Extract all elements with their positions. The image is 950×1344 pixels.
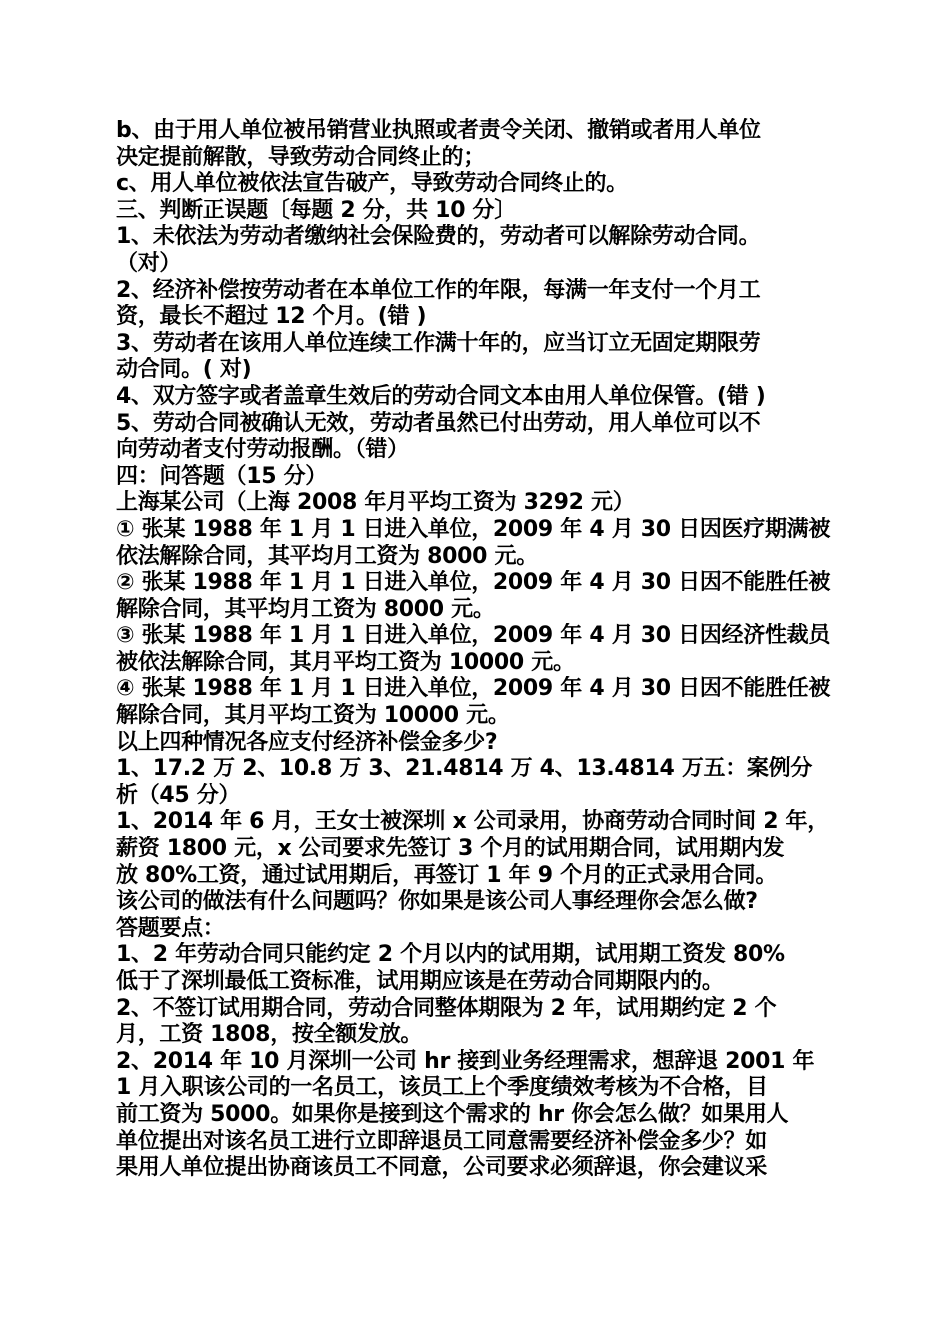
text-line: 该公司的做法有什么问题吗？你如果是该公司人事经理你会怎么做? xyxy=(116,889,758,915)
text-line: 果用人单位提出协商该员工不同意，公司要求必须辞退，你会建议采 xyxy=(116,1155,768,1181)
text-line: 被依法解除合同，其月平均工资为 10000 元。 xyxy=(116,649,575,675)
text-line: b、由于用人单位被吊销营业执照或者责令关闭、撤销或者用人单位 xyxy=(116,118,761,143)
text-line: ③ 张某 1988 年 1 月 1 日进入单位，2009 年 4 月 30 日因经济性裁员 xyxy=(116,623,831,649)
text-line: 1、2 年劳动合同只能约定 2 个月以内的试用期，试用期工资发 80% xyxy=(116,942,785,968)
text-line: ④ 张某 1988 年 1 月 1 日进入单位，2009 年 4 月 30 日因不能胜任被 xyxy=(116,676,831,702)
section-heading: 四：问答题（15 分） xyxy=(116,463,327,489)
text-line: c、用人单位被依法宣告破产，导致劳动合同终止的。 xyxy=(116,171,628,197)
text-line: 放 80%工资，通过试用期后，再签订 1 年 9 个月的正式录用合同。 xyxy=(116,862,778,888)
text-line: ① 张某 1988 年 1 月 1 日进入单位，2009 年 4 月 30 日因医疗期满被 xyxy=(116,516,831,542)
text-line: 低于了深圳最低工资标准，试用期应该是在劳动合同期限内的。 xyxy=(116,969,724,994)
text-line: 2、经济补偿按劳动者在本单位工作的年限，每满一年支付一个月工 xyxy=(116,277,761,303)
text-line: 5、劳动合同被确认无效，劳动者虽然已付出劳动，用人单位可以不 xyxy=(116,410,761,436)
text-line: 决定提前解散，导致劳动合同终止的； xyxy=(116,144,485,170)
text-line: 以上四种情况各应支付经济补偿金多少? xyxy=(116,729,498,755)
section-heading: 三、判断正误题〔每题 2 分，共 10 分〕 xyxy=(116,197,516,223)
text-line: 前工资为 5000。如果你是接到这个需求的 hr 你会怎么做？如果用人 xyxy=(116,1101,789,1127)
text-line: 依法解除合同，其平均月工资为 8000 元。 xyxy=(116,543,538,569)
text-line: 动合同。( 对) xyxy=(116,357,252,383)
text-line: 向劳动者支付劳动报酬。（错） xyxy=(116,437,409,463)
text-line: 1、17.2 万 2、10.8 万 3、21.4814 万 4、13.4814 万五：案例分 xyxy=(116,756,813,782)
text-line: 月，工资 1808，按全额发放。 xyxy=(116,1022,423,1048)
text-line: 1、未依法为劳动者缴纳社会保险费的，劳动者可以解除劳动合同。 xyxy=(116,224,761,250)
text-line: 解除合同，其平均月工资为 8000 元。 xyxy=(116,596,495,622)
text-line: （对） xyxy=(116,250,182,276)
text-line: 答题要点： xyxy=(116,915,225,941)
text-line: 单位提出对该名员工进行立即辞退员工同意需要经济补偿金多少？如 xyxy=(116,1128,768,1154)
text-line: 2、不签订试用期合同，劳动合同整体期限为 2 年，试用期约定 2 个 xyxy=(116,995,777,1021)
text-line: 3、劳动者在该用人单位连续工作满十年的，应当订立无固定期限劳 xyxy=(116,330,761,356)
text-line: 上海某公司（上海 2008 年月平均工资为 3292 元） xyxy=(116,490,635,516)
text-line: 1 月入职该公司的一名员工，该员工上个季度绩效考核为不合格，目 xyxy=(116,1075,768,1101)
document-page xyxy=(116,118,846,1182)
text-line: ② 张某 1988 年 1 月 1 日进入单位，2009 年 4 月 30 日因不能胜任被 xyxy=(116,570,831,596)
text-line: 解除合同，其月平均工资为 10000 元。 xyxy=(116,703,510,729)
text-line: 1、2014 年 6 月，王女士被深圳 x 公司录用，协商劳动合同时间 2 年， xyxy=(116,809,829,835)
text-line: 2、2014 年 10 月深圳一公司 hr 接到业务经理需求，想辞退 2001 年 xyxy=(116,1048,815,1074)
text-line: 薪资 1800 元，x 公司要求先签订 3 个月的试用期合同，试用期内发 xyxy=(116,836,785,862)
text-line: 析（45 分） xyxy=(116,782,241,808)
text-line: 资，最长不超过 12 个月。(错 ) xyxy=(116,304,427,330)
text-line: 4、双方签字或者盖章生效后的劳动合同文本由用人单位保管。(错 ) xyxy=(116,383,766,409)
